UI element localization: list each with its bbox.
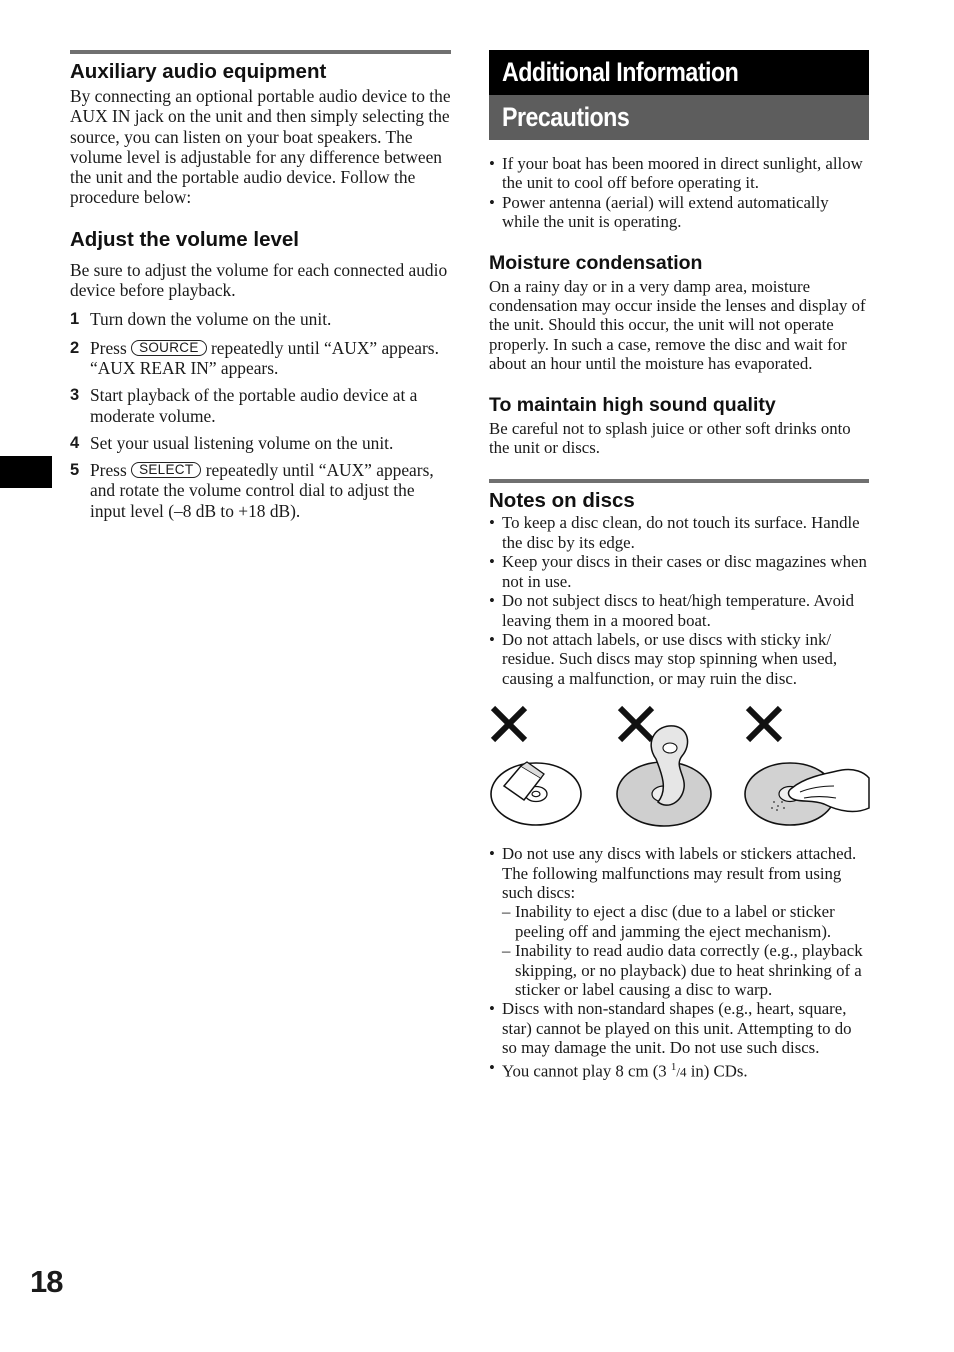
list-item: • To keep a disc clean, do not touch its surface. Handle the disc by its edge. [489, 513, 869, 552]
malfunction-item: – Inability to read audio data correctly (e.g., playback skipping, or no playback) due to heat shrinking of a sticker or label causing a disc to warp. [502, 941, 869, 999]
step-text: Set your usual listening volume on the unit. [90, 432, 394, 453]
auxiliary-intro: By connecting an optional portable audio device to the AUX IN jack on the unit and then simply selecting the source, you can listen on your boat speakers. The volume level is adjustable for any difference between the unit and the portable audio device. Follow the procedure below: [70, 86, 451, 208]
prohibited-x-icon [493, 708, 525, 740]
malfunction-list [502, 902, 869, 999]
size-note-post: in) CDs. [686, 1061, 748, 1081]
label-warning: • Do not use any discs with labels or stickers attached. [502, 844, 857, 864]
step-text-post: repeatedly until “AUX” appears, and rotate the volume control dial to adjust the input level (–8 dB to +18 dB). [90, 460, 434, 521]
step-number: 5 [70, 461, 80, 480]
right-column [489, 50, 869, 1082]
section-rule [489, 479, 869, 483]
list-item: • If your boat has been moored in direct sunlight, allow the unit to cool off before operating it. [489, 154, 869, 193]
chapter-tab-marker [0, 456, 52, 488]
left-column [70, 50, 451, 521]
auxiliary-audio-heading: Auxiliary audio equipment [70, 60, 327, 83]
step-text-pre: Press [90, 460, 127, 481]
label-warning-follow: The following malfunctions may result from using such discs: [502, 863, 842, 902]
warped-disc-illustration [616, 704, 746, 834]
section-rule [70, 50, 451, 54]
list-item [489, 1058, 869, 1082]
step-text: Turn down the volume on the unit. [90, 309, 332, 330]
sound-quality-text: Be careful not to splash juice or other soft drinks onto the unit or discs. [489, 418, 851, 458]
list-item: • Keep your discs in their cases or disc magazines when not in use. [489, 552, 869, 591]
list-item: • Do not subject discs to heat/high temperature. Avoid leaving them in a moored boat. [489, 591, 869, 630]
step-text-post: repeatedly until “AUX” appears. [211, 337, 439, 358]
select-key-label: SELECT [131, 462, 201, 478]
size-note-frac: /4 [676, 1064, 687, 1080]
notes-on-discs-heading: Notes on discs [489, 489, 635, 513]
adjust-volume-intro: Be sure to adjust the volume for each connected audio device before playback. [70, 259, 448, 301]
sound-quality-heading: To maintain high sound quality [489, 393, 776, 416]
section-title-bar [489, 95, 869, 140]
precautions-list [489, 154, 869, 232]
list-item: • Do not attach labels, or use discs with sticky ink/ residue. Such discs may stop spinning when used, causing a malfunction, or may ruin the disc. [489, 630, 869, 688]
step-item [70, 338, 451, 379]
step-text: Start playback of the portable audio device at a moderate volume. [90, 385, 418, 426]
fingerprint-disc-illustration [744, 704, 874, 834]
disc-illustrations [489, 704, 869, 834]
malfunction-item: – Inability to eject a disc (due to a label or sticker peeling off and jamming the eject mechanism). [502, 902, 869, 941]
step-item [70, 385, 451, 426]
step-item [70, 309, 451, 329]
moisture-text: On a rainy day or in a very damp area, moisture condensation may occur inside the lenses and display of the unit. Should this occur, the unit will not operate properly. In such a case, remove the disc and wait for about an hour until the moisture has evaporated. [489, 276, 866, 374]
prohibited-x-icon [620, 708, 652, 740]
size-note-pre: You cannot play 8 cm (3 [502, 1061, 671, 1081]
list-item: • Power antenna (aerial) will extend automatically while the unit is operating. [489, 193, 869, 232]
step-number: 3 [70, 386, 80, 405]
chapter-title: Additional Information [502, 57, 739, 87]
precautions-title: Precautions [502, 102, 630, 132]
step-number: 1 [70, 310, 80, 329]
step-number: 4 [70, 433, 80, 452]
disc-notes-list [489, 513, 869, 688]
list-item [489, 844, 869, 999]
disc-with-label-illustration [489, 704, 619, 834]
step-number: 2 [70, 338, 80, 357]
prohibited-x-icon [748, 708, 780, 740]
chapter-title-bar [489, 50, 869, 95]
step-note: “AUX REAR IN” appears. [90, 357, 279, 378]
list-item: • Discs with non-standard shapes (e.g., heart, square, star) cannot be played on this unit. Attempting to do so may damage the unit. Do not use such discs. [489, 999, 869, 1057]
step-item [70, 433, 451, 453]
page-number: 18 [30, 1264, 63, 1299]
source-key-label: SOURCE [131, 340, 207, 356]
moisture-heading: Moisture condensation [489, 251, 703, 274]
size-note-sup: 1 [670, 1060, 677, 1073]
volume-steps-list [70, 309, 451, 521]
step-text-pre: Press [90, 337, 127, 358]
adjust-volume-heading: Adjust the volume level [70, 227, 299, 251]
label-notes-list [489, 844, 869, 1081]
step-item [70, 460, 451, 521]
